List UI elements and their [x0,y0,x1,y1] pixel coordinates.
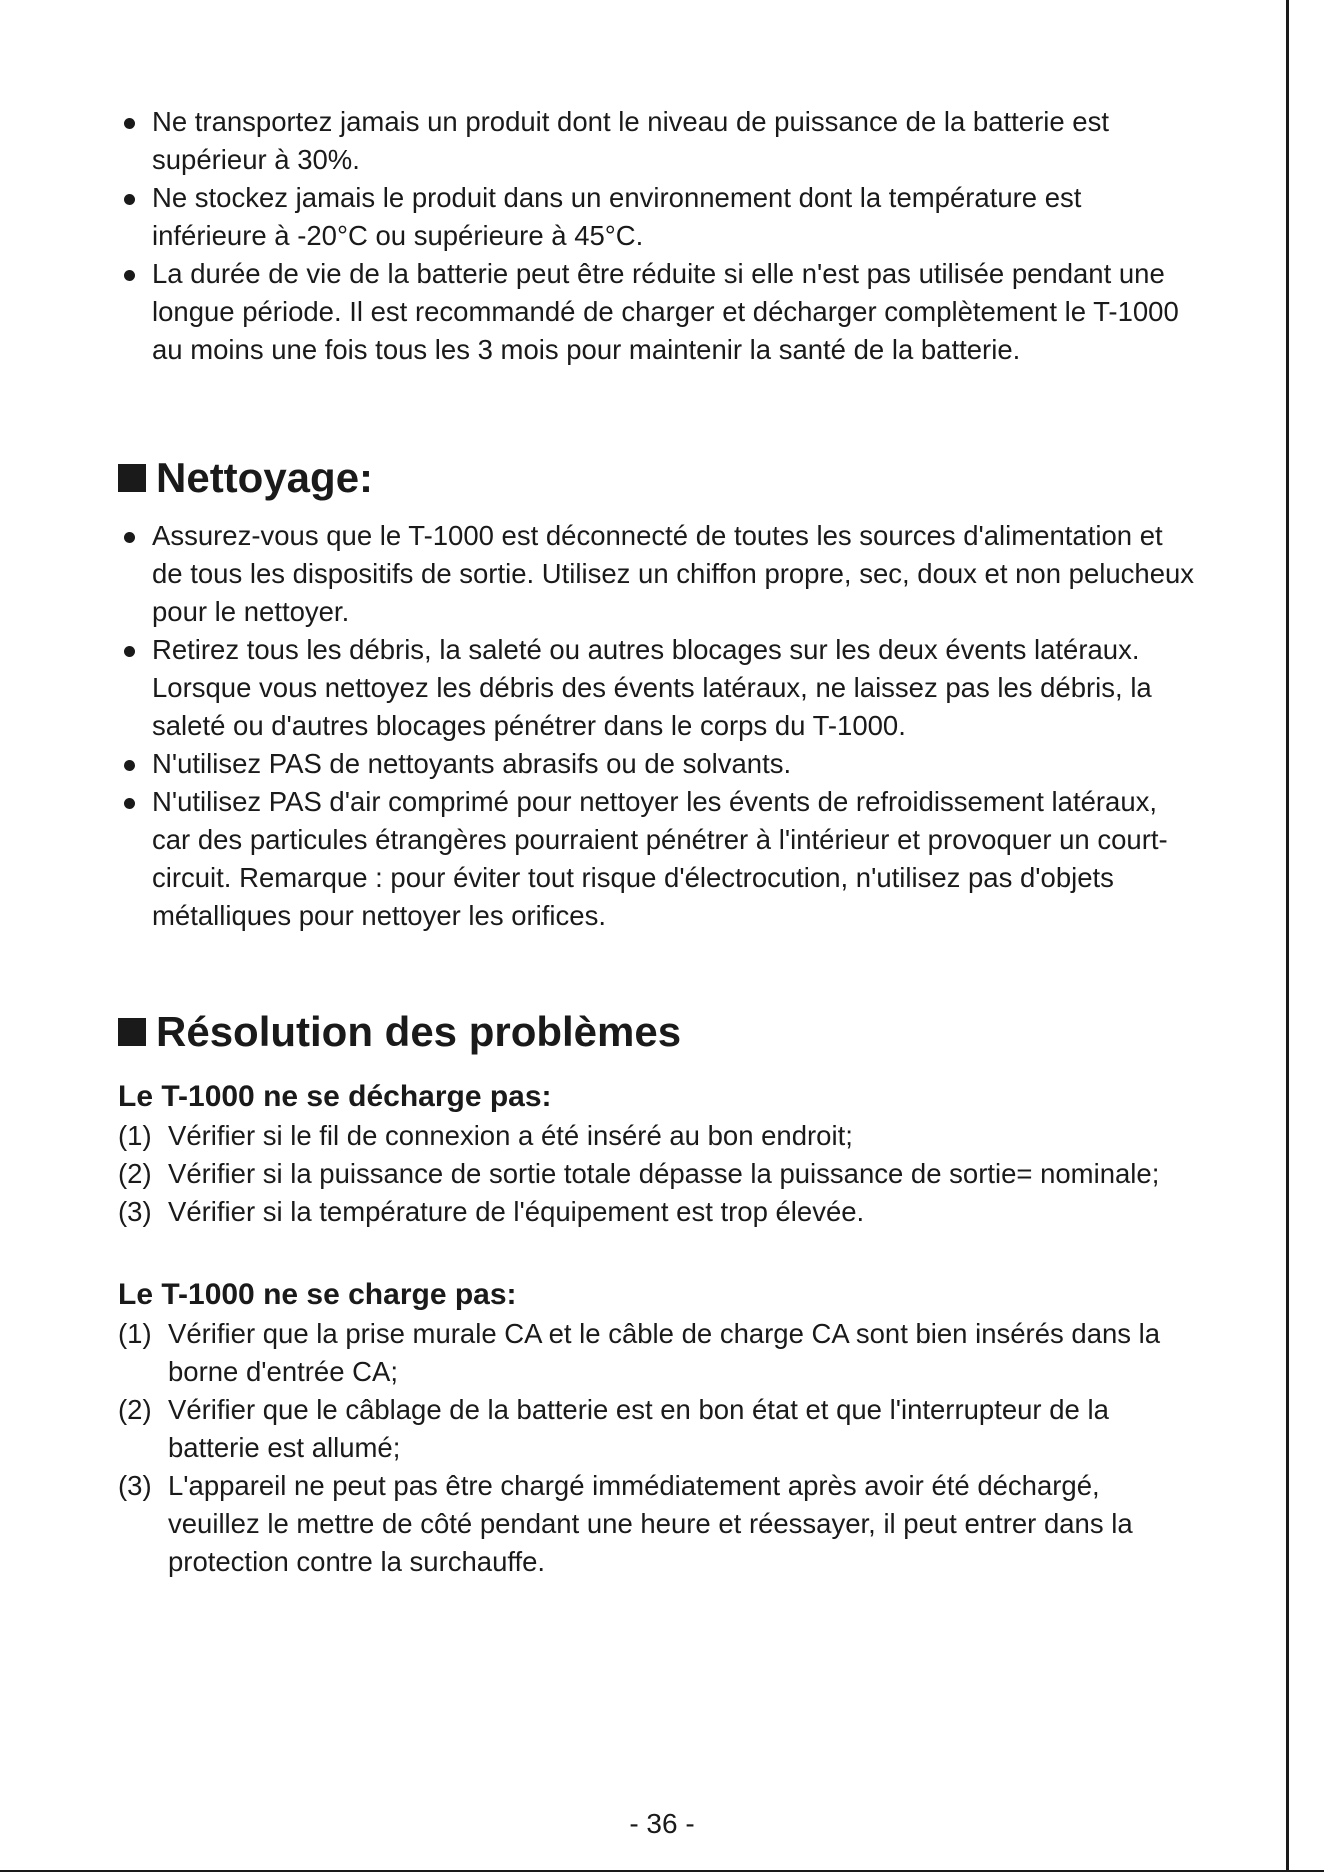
list-item [118,1315,1198,1391]
cleaning-list [118,517,1198,935]
list-item: Retirez tous les débris, la saleté ou autres blocages sur les deux évents latéraux. Lorsque vous nettoyez les débris des évents latéraux, ne laissez pas les débris, la saleté ou d'autres blocages pénétrer dans le corps du T-1000. [118,631,1198,745]
list-item: N'utilisez PAS d'air comprimé pour nettoyer les évents de refroidissement latéraux, car des particules étrangères pourraient pénétrer à l'intérieur et provoquer un court-circuit. Remarque : pour éviter tout risque d'électrocution, n'utilisez pas d'objets métalliques pour nettoyer les orifices. [118,783,1198,935]
list-item [118,1117,1198,1155]
list-item [118,1155,1198,1193]
item-text: Vérifier si la puissance de sortie totale dépasse la puissance de sortie= nominale; [168,1158,1160,1189]
no-discharge-list [118,1117,1198,1231]
item-text: L'appareil ne peut pas être chargé immédiatement après avoir été déchargé, veuillez le mettre de côté pendant une heure et réessayer, il peut entrer dans la protection contre la surchauffe. [168,1470,1133,1577]
page-number: - 36 - [629,1808,695,1839]
item-number: (1) [118,1318,152,1349]
item-text: Vérifier si le fil de connexion a été inséré au bon endroit; [168,1120,853,1151]
list-item: Ne stockez jamais le produit dans un environnement dont la température est inférieure à -20°C ou supérieure à 45°C. [118,179,1198,255]
cleaning-heading [118,453,1198,503]
page-edge-rule [1286,0,1289,1872]
no-discharge-title: Le T-1000 ne se décharge pas: [118,1080,552,1113]
list-item: N'utilisez PAS de nettoyants abrasifs ou de solvants. [118,745,1198,783]
page-content [118,103,1198,1581]
list-item [118,1391,1198,1467]
item-number: (3) [118,1470,152,1501]
item-number: (1) [118,1120,152,1151]
item-number: (2) [118,1394,152,1425]
list-item [118,1467,1198,1581]
cleaning-heading-text: Nettoyage: [156,454,374,501]
square-bullet-icon [118,1018,146,1046]
troubleshooting-heading-text: Résolution des problèmes [156,1008,682,1055]
list-item: La durée de vie de la batterie peut être réduite si elle n'est pas utilisée pendant une longue période. Il est recommandé de charger et décharger complètement le T-1000 au moins une fois tous les 3 mois pour maintenir la santé de la batterie. [118,255,1198,369]
troubleshooting-heading [118,1007,1198,1057]
no-charge-title: Le T-1000 ne se charge pas: [118,1278,517,1311]
list-item [118,1193,1198,1231]
item-text: Vérifier que le câblage de la batterie est en bon état et que l'interrupteur de la batterie est allumé; [168,1394,1109,1463]
no-charge-list [118,1315,1198,1581]
list-item: Ne transportez jamais un produit dont le niveau de puissance de la batterie est supérieur à 30%. [118,103,1198,179]
item-number: (3) [118,1196,152,1227]
square-bullet-icon [118,464,146,492]
battery-storage-list [118,103,1198,369]
list-item: Assurez-vous que le T-1000 est déconnecté de toutes les sources d'alimentation et de tous les dispositifs de sortie. Utilisez un chiffon propre, sec, doux et non pelucheux pour le nettoyer. [118,517,1198,631]
item-number: (2) [118,1158,152,1189]
item-text: Vérifier si la température de l'équipement est trop élevée. [168,1196,865,1227]
item-text: Vérifier que la prise murale CA et le câble de charge CA sont bien insérés dans la borne d'entrée CA; [168,1318,1161,1387]
